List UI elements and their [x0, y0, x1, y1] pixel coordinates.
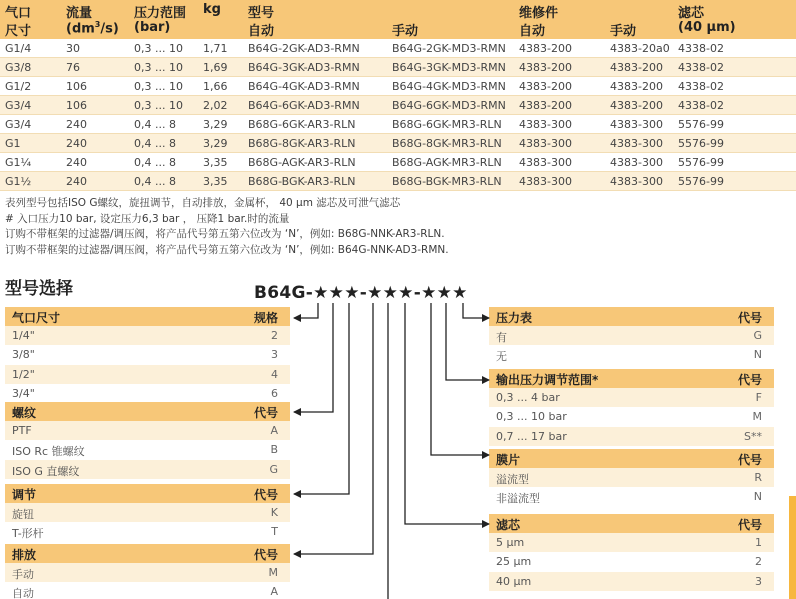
- arrow-adjust: [294, 303, 349, 494]
- cell-pressure: 0,4 ... 8: [134, 137, 176, 150]
- cell-flow: 240: [66, 118, 87, 131]
- cell-model-auto: B64G-4GK-AD3-RMN: [248, 80, 360, 93]
- header-model-top: 型号: [248, 6, 275, 21]
- option-block-title: 排放: [12, 548, 37, 562]
- header-port-top: 气口: [5, 6, 32, 21]
- option-label: 0,3 ... 4 bar: [496, 391, 560, 404]
- cell-kg: 1,66: [203, 80, 228, 93]
- cell-flow: 240: [66, 156, 87, 169]
- option-label: 40 μm: [496, 574, 532, 588]
- option-label: 溢流型: [496, 473, 529, 486]
- cell-model-manual: B64G-2GK-MD3-RMN: [392, 42, 506, 55]
- option-block-title: 膜片: [496, 453, 521, 467]
- cell-model-auto: B68G-8GK-AR3-RLN: [248, 137, 356, 150]
- cell-filter: 5576-99: [678, 118, 724, 131]
- cell-model-manual: B64G-6GK-MD3-RMN: [392, 99, 506, 112]
- cell-service-manual: 4383-300: [610, 156, 663, 169]
- option-code: 3: [755, 574, 762, 588]
- cell-filter: 5576-99: [678, 156, 724, 169]
- option-label: 无: [496, 350, 507, 364]
- cell-pressure: 0,3 ... 10: [134, 61, 183, 74]
- option-code: N: [753, 490, 762, 504]
- option-label: 0,3 ... 10 bar: [496, 410, 567, 424]
- cell-filter: 4338-02: [678, 80, 724, 93]
- option-code: K: [270, 506, 278, 519]
- option-code: 2: [755, 555, 762, 569]
- header-pressure-top: 压力范围: [134, 6, 187, 21]
- header-pressure-bottom: (bar): [134, 20, 171, 35]
- cell-filter: 4338-02: [678, 61, 724, 74]
- side-tab: [789, 496, 796, 599]
- option-label: PTF: [12, 424, 32, 437]
- option-code: 4: [271, 367, 278, 381]
- cell-kg: 2,02: [203, 99, 228, 112]
- cell-port: G1/2: [5, 80, 32, 93]
- option-label: 0,7 ... 17 bar: [496, 429, 567, 443]
- option-block-title: 螺纹: [12, 406, 37, 420]
- header-flow-bottom: $(dm^3/s)$: [66, 20, 119, 37]
- cell-flow: 76: [66, 61, 80, 74]
- cell-port: G3/4: [5, 99, 32, 112]
- option-block-code-label: 代号: [253, 406, 278, 420]
- cell-model-auto: B68G-AGK-AR3-RLN: [248, 156, 356, 169]
- cell-service-auto: 4383-200: [519, 80, 572, 93]
- arrow-diaphragm: [431, 303, 489, 455]
- cell-flow: 240: [66, 175, 87, 188]
- header-filter-bottom: (40 μm): [678, 20, 736, 35]
- cell-model-auto: B68G-BGK-AR3-RLN: [248, 175, 356, 188]
- option-code: 1: [755, 536, 762, 549]
- cell-kg: 3,29: [203, 137, 228, 150]
- option-label: ISO G 直螺纹: [12, 464, 80, 478]
- option-block-title: 滤芯: [496, 518, 521, 532]
- option-code: B: [270, 443, 278, 457]
- option-code: A: [270, 424, 278, 437]
- option-label: 3/4": [12, 387, 35, 401]
- option-label: 1/4": [12, 329, 35, 342]
- cell-flow: 106: [66, 99, 87, 112]
- option-label: T-形杆: [12, 527, 44, 541]
- cell-port: G3/4: [5, 118, 32, 131]
- cell-filter: 5576-99: [678, 175, 724, 188]
- option-label: 3/8": [12, 348, 35, 362]
- cell-model-auto: B64G-3GK-AD3-RMN: [248, 61, 360, 74]
- arrow-thread: [294, 303, 333, 412]
- cell-filter: 4338-02: [678, 42, 724, 55]
- cell-service-auto: 4383-300: [519, 175, 572, 188]
- cell-pressure: 0,4 ... 8: [134, 156, 176, 169]
- option-code: R: [754, 471, 762, 484]
- header-kg: kg: [203, 2, 221, 17]
- option-block-code-label: 规格: [253, 311, 278, 325]
- arrow-gauge: [463, 303, 489, 318]
- cell-model-auto: B64G-2GK-AD3-RMN: [248, 42, 360, 55]
- cell-service-manual: 4383-300: [610, 118, 663, 131]
- arrow-filter: [405, 303, 489, 524]
- selection-title: 型号选择: [5, 279, 73, 299]
- header-flow-top: 流量: [66, 6, 93, 21]
- cell-service-manual: 4383-20a0: [610, 42, 670, 55]
- option-label: 5 μm: [496, 536, 525, 549]
- header-model-manual: 手动: [392, 24, 419, 39]
- cell-pressure: 0,3 ... 10: [134, 42, 183, 55]
- header-model-auto: 自动: [248, 24, 275, 39]
- cell-kg: 3,35: [203, 156, 228, 169]
- header-port-bottom: 尺寸: [5, 24, 32, 39]
- header-service-manual: 手动: [610, 24, 637, 39]
- cell-service-manual: 4383-200: [610, 99, 663, 112]
- option-label: 有: [496, 331, 507, 344]
- option-code: N: [753, 348, 762, 362]
- option-label: 自动: [12, 587, 34, 599]
- option-code: S**: [744, 429, 762, 443]
- option-block-code-label: 代号: [737, 518, 762, 532]
- option-code: M: [752, 410, 762, 424]
- note-line: 表列型号包括ISO G螺纹，旋扭调节，自动排放，金属杯， 40 μm 滤芯及可泄气滤芯: [5, 197, 401, 209]
- option-code: T: [271, 525, 278, 539]
- option-block-title: 输出压力调节范围*: [496, 373, 599, 387]
- option-label: ISO Rc 锥螺纹: [12, 445, 85, 459]
- cell-model-manual: B68G-8GK-MR3-RLN: [392, 137, 502, 150]
- cell-pressure: 0,4 ... 8: [134, 175, 176, 188]
- cell-port: G1: [5, 137, 21, 150]
- option-block-title: 压力表: [496, 311, 533, 325]
- cell-flow: 240: [66, 137, 87, 150]
- arrow-pressure-range: [446, 303, 489, 380]
- cell-model-manual: B68G-AGK-MR3-RLN: [392, 156, 502, 169]
- cell-port: G1¼: [5, 156, 32, 169]
- option-code: 6: [271, 387, 278, 401]
- option-label: 旋钮: [12, 508, 34, 521]
- option-code: G: [269, 462, 278, 476]
- option-code: F: [755, 391, 762, 404]
- header-filter-top: 滤芯: [678, 6, 705, 21]
- cell-model-auto: B64G-6GK-AD3-RMN: [248, 99, 360, 112]
- cell-service-auto: 4383-200: [519, 42, 572, 55]
- option-block-code-label: 代号: [737, 373, 762, 387]
- cell-port: G1½: [5, 175, 32, 188]
- header-service-top: 维修件: [519, 6, 559, 21]
- option-code: G: [753, 329, 762, 342]
- option-label: 25 μm: [496, 555, 532, 569]
- cell-model-manual: B68G-6GK-MR3-RLN: [392, 118, 502, 131]
- note-line: # 入口压力10 bar, 设定压力6,3 bar ， 压降1 bar.时的流量: [5, 212, 290, 225]
- cell-flow: 106: [66, 80, 87, 93]
- header-service-auto: 自动: [519, 24, 546, 39]
- cell-service-auto: 4383-300: [519, 156, 572, 169]
- cell-pressure: 0,4 ... 8: [134, 118, 176, 131]
- cell-service-manual: 4383-300: [610, 137, 663, 150]
- option-code: M: [268, 566, 278, 579]
- cell-service-auto: 4383-300: [519, 137, 572, 150]
- option-block-code-label: 代号: [253, 488, 278, 502]
- cell-model-manual: B64G-3GK-MD3-RMN: [392, 61, 506, 74]
- cell-filter: 4338-02: [678, 99, 724, 112]
- cell-service-manual: 4383-300: [610, 175, 663, 188]
- cell-filter: 5576-99: [678, 137, 724, 150]
- cell-kg: 3,35: [203, 175, 228, 188]
- cell-port: G3/8: [5, 61, 32, 74]
- cell-model-auto: B68G-6GK-AR3-RLN: [248, 118, 356, 131]
- option-label: 手动: [12, 568, 34, 581]
- cell-pressure: 0,3 ... 10: [134, 99, 183, 112]
- note-line: 订购不带框架的过滤器/调压阀，将产品代号第五第六位改为 ‘N’，例如: B68G-NNK-AR3-RLN.: [5, 228, 445, 240]
- arrow-port-size: [294, 303, 318, 318]
- cell-flow: 30: [66, 42, 80, 55]
- cell-pressure: 0,3 ... 10: [134, 80, 183, 93]
- cell-service-auto: 4383-200: [519, 61, 572, 74]
- cell-service-auto: 4383-200: [519, 99, 572, 112]
- option-code: 3: [271, 348, 278, 362]
- cell-model-manual: B64G-4GK-MD3-RMN: [392, 80, 506, 93]
- option-block-code-label: 代号: [737, 453, 762, 467]
- cell-service-manual: 4383-200: [610, 80, 663, 93]
- option-code: A: [270, 585, 278, 599]
- cell-service-auto: 4383-300: [519, 118, 572, 131]
- option-label: 1/2": [12, 367, 35, 381]
- note-line: 订购不带框架的过滤器/调压阀，将产品代号第五第六位改为 ‘N’，例如: B64G-NNK-AD3-RMN.: [5, 243, 449, 256]
- option-block-title: 气口尺寸: [12, 311, 61, 325]
- option-block-title: 调节: [12, 488, 37, 502]
- option-code: 2: [271, 329, 278, 342]
- cell-kg: 3,29: [203, 118, 228, 131]
- model-code: B64G-★★★-★★★-★★★: [254, 283, 468, 303]
- cell-kg: 1,71: [203, 42, 228, 55]
- option-block-code-label: 代号: [253, 548, 278, 562]
- option-label: 非溢流型: [496, 492, 540, 506]
- cell-port: G1/4: [5, 42, 32, 55]
- cell-model-manual: B68G-BGK-MR3-RLN: [392, 175, 502, 188]
- cell-kg: 1,69: [203, 61, 228, 74]
- cell-service-manual: 4383-200: [610, 61, 663, 74]
- option-block-code-label: 代号: [737, 311, 762, 325]
